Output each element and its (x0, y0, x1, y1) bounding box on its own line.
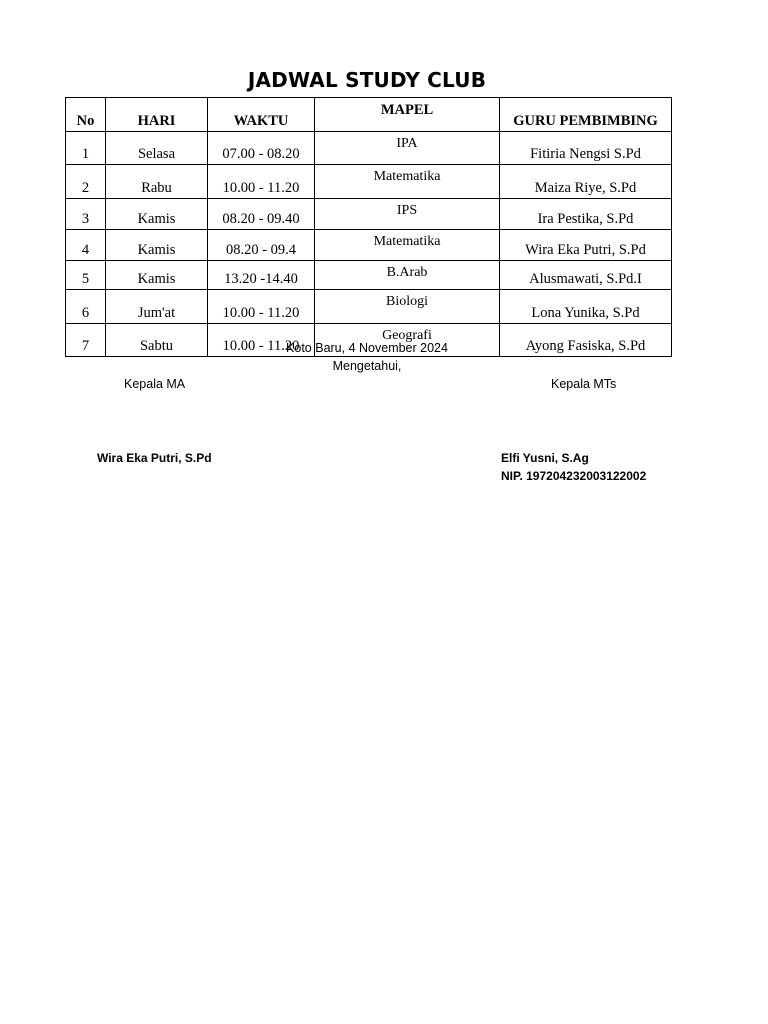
place-date: Koto Baru, 4 November 2024 (286, 341, 448, 355)
header-hari: HARI (106, 98, 208, 132)
header-waktu: WAKTU (208, 98, 315, 132)
cell-no: 6 (66, 290, 106, 324)
table-row (66, 261, 672, 290)
cell-guru: Ayong Fasiska, S.Pd (500, 324, 672, 357)
cell-waktu: 10.00 - 11.20 (208, 165, 315, 199)
acknowledged-label: Mengetahui, (332, 359, 402, 373)
cell-waktu: 08.20 - 09.40 (208, 199, 315, 230)
right-signatory-title: Kepala MTs (551, 377, 617, 391)
left-signatory-name: Wira Eka Putri, S.Pd (97, 451, 212, 465)
cell-hari: Kamis (106, 199, 208, 230)
header-mapel: MAPEL (315, 98, 500, 132)
cell-no: 7 (66, 324, 106, 357)
cell-guru: Alusmawati, S.Pd.I (500, 261, 672, 290)
cell-waktu: 10.00 - 11.20 (208, 324, 315, 357)
cell-hari: Rabu (106, 165, 208, 199)
table-row (66, 132, 672, 165)
document-title: JADWAL STUDY CLUB (247, 68, 487, 92)
right-signatory-nip: NIP. 197204232003122002 (501, 469, 647, 483)
schedule-table (65, 97, 672, 357)
cell-waktu: 07.00 - 08.20 (208, 132, 315, 165)
cell-waktu: 08.20 - 09.4 (208, 230, 315, 261)
cell-guru: Maiza Riye, S.Pd (500, 165, 672, 199)
cell-hari: Selasa (106, 132, 208, 165)
cell-no: 5 (66, 261, 106, 290)
cell-mapel: Biologi (315, 290, 500, 324)
cell-no: 4 (66, 230, 106, 261)
cell-hari: Jum'at (106, 290, 208, 324)
cell-guru: Lona Yunika, S.Pd (500, 290, 672, 324)
cell-hari: Kamis (106, 261, 208, 290)
cell-hari: Kamis (106, 230, 208, 261)
cell-guru: Fitiria Nengsi S.Pd (500, 132, 672, 165)
cell-mapel: Geografi (315, 324, 500, 357)
cell-hari: Sabtu (106, 324, 208, 357)
cell-no: 1 (66, 132, 106, 165)
right-signatory-name: Elfi Yusni, S.Ag (501, 451, 589, 465)
cell-no: 2 (66, 165, 106, 199)
header-guru: GURU PEMBIMBING (500, 98, 672, 132)
cell-mapel: IPS (315, 199, 500, 230)
cell-waktu: 10.00 - 11.20 (208, 290, 315, 324)
cell-mapel: B.Arab (315, 261, 500, 290)
table-row (66, 230, 672, 261)
table-row (66, 199, 672, 230)
table-header-row (66, 98, 672, 132)
header-no: No (66, 98, 106, 132)
cell-mapel: IPA (315, 132, 500, 165)
cell-mapel: Matematika (315, 230, 500, 261)
left-signatory-title: Kepala MA (124, 377, 186, 391)
cell-mapel: Matematika (315, 165, 500, 199)
cell-waktu: 13.20 -14.40 (208, 261, 315, 290)
table-row (66, 290, 672, 324)
cell-guru: Ira Pestika, S.Pd (500, 199, 672, 230)
cell-no: 3 (66, 199, 106, 230)
table-row (66, 165, 672, 199)
cell-guru: Wira Eka Putri, S.Pd (500, 230, 672, 261)
